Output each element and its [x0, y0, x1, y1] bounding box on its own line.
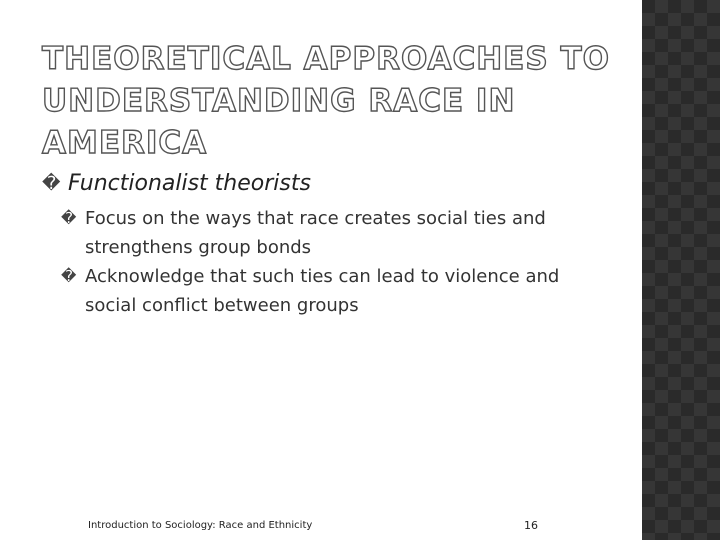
slide-title: THEORETICAL APPROACHES TO UNDERSTANDING RACE IN AMERICA: [42, 41, 610, 161]
sub-point-text: Focus on the ways that race creates social ties and strengthens group bonds: [85, 208, 546, 258]
sub-point-text: Acknowledge that such ties can lead to violence and social conflict between groups: [85, 266, 560, 316]
main-bullet-item: [42, 168, 632, 200]
decorative-side-strip: [642, 0, 720, 540]
sub-bullet-list: [42, 204, 632, 320]
content-area: [42, 168, 632, 320]
bullet-icon: �: [61, 209, 77, 227]
bullet-icon: �: [42, 173, 61, 194]
page-number: 16: [524, 519, 538, 532]
sub-bullet-item: [42, 262, 595, 320]
bullet-icon: �: [61, 267, 77, 285]
footer-text: Introduction to Sociology: Race and Ethnicity: [88, 520, 313, 531]
sub-bullet-item: [42, 204, 595, 262]
main-point-text: Functionalist theorists: [68, 171, 311, 196]
